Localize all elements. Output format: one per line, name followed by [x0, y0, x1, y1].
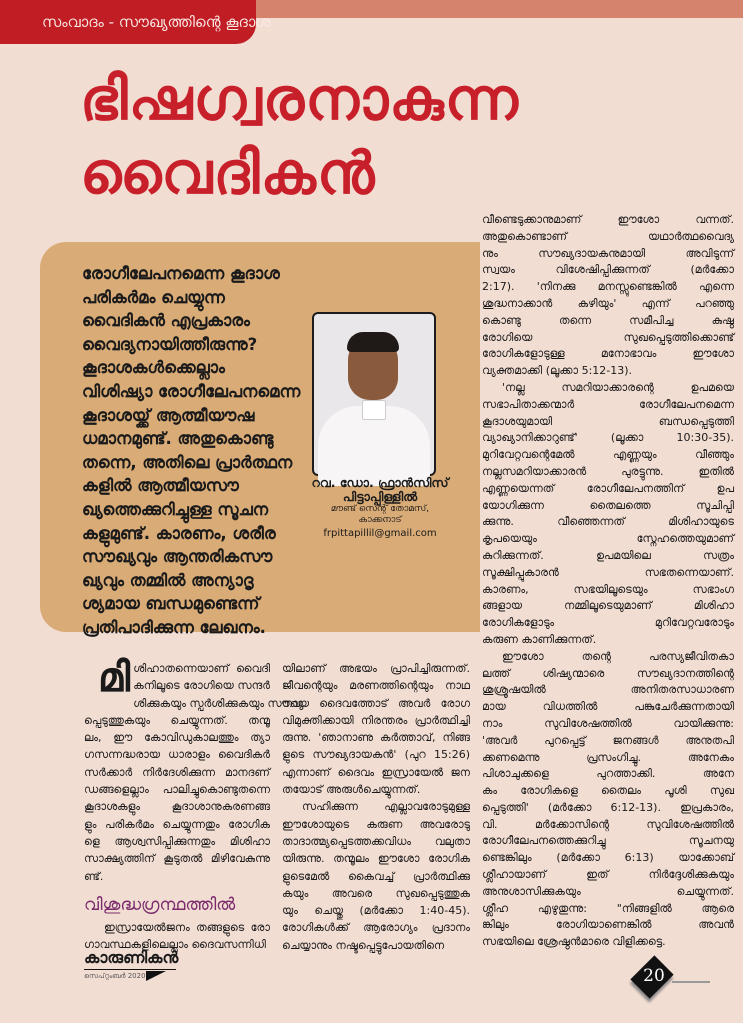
- text-line: അതുകൊണ്ടാണ് യഥാർത്ഥവൈദ്യ: [482, 229, 734, 243]
- body-column-1: [84, 655, 304, 953]
- text-line: ഡങ്ങളെല്ലാം പാലിച്ചുകൊണ്ടുതന്നെ: [84, 783, 270, 797]
- text-line: സഭയിലെ ശ്രേഷ്ഠൻമാരെ വിളിക്കട്ടെ.: [482, 935, 666, 949]
- text-line: ളുടെ സൗഖ്യദായകൻ' (പുറ 15:26): [282, 748, 470, 762]
- intro-line: കളുമുണ്ട്. കാരണം, ശരീര: [82, 523, 276, 543]
- text-line: കൂദാശകളും കൂദാശാനുകരണങ്ങ: [84, 800, 270, 814]
- text-line: കുറിക്കുന്നത്. ഉപമയിലെ സത്രം: [482, 548, 734, 562]
- text-line: കൃപയെയും സ്നേഹത്തെയുമാണ്: [482, 532, 734, 546]
- text-line: ശുദ്ധനാക്കാൻ കഴിയും' എന്ന് പറഞ്ഞു: [482, 296, 734, 310]
- text-line: ശുശ്രൂഷയിൽ അനിതരസാധാരണ: [482, 683, 734, 697]
- intro-line: വൈദ്യനായിത്തീരുന്നു?: [82, 334, 258, 354]
- intro-line: ശ്യമായ ബന്ധമുണ്ടെന്ന്: [82, 594, 260, 614]
- text-line: സ്വയം വിശേഷിപ്പിക്കുന്നത് (മർക്കോ: [482, 263, 734, 277]
- text-line: ലം, ഈ കോവിഡുകാലത്തും ത്യാ: [84, 731, 270, 745]
- text-line: വി. മർക്കോസിന്റെ സുവിശേഷത്തിൽ: [482, 817, 734, 831]
- drop-cap: മി: [98, 655, 131, 701]
- author-place-1: മൗണ്ട് സെന്റ് തോമസ്,: [330, 504, 430, 514]
- text-line: ങ്കിലും രോഗിയാണെങ്കിൽ അവൻ: [482, 918, 734, 932]
- intro-line: ഖ്യവും തമ്മിൽ അന്യാദൃ: [82, 570, 254, 590]
- text-line: കയും അവരെ സുഖപ്പെടുത്തുക: [282, 886, 470, 900]
- text-line: ഈശോയുടെ കരുണ അവരോടു: [282, 817, 470, 831]
- text-line: 'നല്ല സമറിയാക്കാരന്റെ ഉപമയെ: [502, 380, 734, 394]
- title-line-1: ഭിഷഗ്വരനാകുന്ന: [80, 65, 519, 133]
- author-caption: [300, 476, 460, 542]
- text-line: എണ്ണയെന്നത് രോഗീലേപനത്തിന് ഉപ: [482, 481, 734, 495]
- intro-line: ധമാനമുണ്ട്. അതുകൊണ്ടു: [82, 429, 274, 449]
- intro-line: കൂദാശകൾക്കെല്ലാം: [82, 358, 225, 378]
- text-line: രോഗികളോടുള്ള മനോഭാവം ഈശോ: [482, 347, 734, 361]
- text-line: കാരണം, സഭയിലൂടെയും സഭാംഗ: [482, 582, 734, 596]
- text-line: പിശാചുക്കളെ പുറത്താക്കി. അനേ: [482, 767, 734, 781]
- text-line: വ്യക്തമാക്കി (ലൂക്കാ 5:12-13).: [482, 364, 633, 378]
- text-line: ഗാവസ്ഥകളിലെല്ലാം ദൈവസന്നിധി: [84, 938, 266, 952]
- text-line: ങ്ങളായ നമ്മിലൂടെയുമാണ് മിശിഹാ: [482, 599, 734, 613]
- author-email: frpittapillil@gmail.com: [323, 528, 437, 539]
- intro-line: സൗഖ്യവും ആന്തരികസൗ: [82, 547, 273, 567]
- section-label: സംവാദം - സൗഖ്യത്തിന്റെ കൂദാശ: [0, 0, 256, 44]
- text-line: കൂദാശയുമായി ബന്ധപ്പെടുത്തി: [482, 414, 734, 428]
- text-line: 2:17). 'നിനക്കു മനസ്സുണ്ടെങ്കിൽ എന്നെ: [482, 280, 734, 294]
- article-title: [80, 62, 519, 210]
- body-column-2: [282, 660, 470, 954]
- intro-line: പരികർമം ചെയ്യുന്ന: [82, 287, 225, 307]
- text-line: താദാത്മ്യപ്പെടത്തക്കവിധം വലുതാ: [282, 834, 470, 848]
- text-line: അനുശാസിക്കുകയും ചെയ്യുന്നത്.: [482, 884, 734, 898]
- magazine-logo: [84, 948, 179, 982]
- author-name-1: റവ. ഡോ. ഫ്രാൻസിസ്: [311, 475, 449, 490]
- text-line: ലത്ത് ശിഷ്യന്മാരെ സൗഖ്യദാനത്തിന്റെ: [482, 666, 734, 680]
- text-line: യിരുന്നു. തന്മൂലം ഈശോ രോഗിക: [282, 852, 470, 866]
- text-line: ശ്ലീഹായാണ് ഇത് നിർദ്ദേശിക്കുകയും: [482, 868, 734, 882]
- intro-line: പ്രതിപാദിക്കുന്ന ലേഖനം.: [82, 617, 266, 637]
- text-line: രോഗിയെ സുഖപ്പെടുത്തിക്കൊണ്ട്: [482, 330, 734, 344]
- text-line: മുറിവേറ്റവന്റെമേൽ എണ്ണയും വീഞ്ഞും: [482, 448, 734, 462]
- text-line: സൂക്ഷിപ്പുകാരൻ സഭതന്നെയാണ്.: [482, 565, 734, 579]
- text-line: ക്കുന്നു. വീഞ്ഞെന്നത് മിശിഹായുടെ: [482, 515, 734, 529]
- text-line: നും സൗഖ്യദായകനുമായി അവിടുന്ന്: [482, 246, 734, 260]
- text-line: ചെയ്യാനും നഷ്ടപ്പെട്ടുപോയതിനെ: [282, 938, 445, 952]
- text-line: സഹിക്കുന്ന എല്ലാവരോടുമുള്ള: [302, 800, 470, 814]
- text-line: ളെ ആശ്വസിപ്പിക്കുന്നതും മിശിഹാ: [84, 834, 270, 848]
- intro-line: കളിൽ ആത്മീയസൗ: [82, 476, 239, 496]
- logo-triangle-icon: [146, 971, 166, 981]
- author-photo: [312, 312, 436, 476]
- intro-line: വൈദികൻ എപ്രകാരം: [82, 311, 250, 331]
- text-line: വിമുക്തിക്കായി നിരന്തരം പ്രാർത്ഥിച്ചി: [282, 713, 470, 727]
- text-line: സഭാപിതാക്കന്മാർ രോഗീലേപനമെന്ന: [482, 397, 734, 411]
- text-line: രോഗികളോടും മുറിവേറ്റവരോടും: [482, 616, 734, 630]
- text-line: കം രോഗികളെ തൈലം പൂശി സുഖ: [482, 784, 734, 798]
- author-place-2: കാക്കനാട്: [358, 515, 402, 525]
- title-line-2: വൈദികൻ: [80, 139, 376, 207]
- text-line: നായ ദൈവത്തോട് അവർ രോഗ: [282, 696, 470, 710]
- text-line: കരുണ കാണിക്കുന്നത്.: [482, 632, 597, 646]
- text-line: വീണ്ടെടുക്കാനുമാണ് ഈശോ വന്നത്.: [482, 213, 734, 226]
- text-line: കൊണ്ടു തന്നെ സമീപിച്ച കുഷ്ഠ: [482, 313, 734, 327]
- text-line: 'അവർ പുറപ്പെട്ട് ജനങ്ങൾ അനുതപി: [482, 733, 734, 747]
- text-line: ഗസന്നദ്ധരായ ധാരാളം വൈദികർ: [84, 748, 270, 762]
- intro-line: ഖ്യത്തെക്കുറിച്ചുള്ള സൂചന: [82, 499, 269, 519]
- intro-line: വിശിഷ്യാ രോഗീലേപനമെന്ന: [82, 381, 301, 401]
- text-line: രുന്നു. 'ഞാനാണു കർത്താവ്, നിങ്ങ: [282, 731, 470, 745]
- text-line: ശ്ലീഹ എഴുതുന്നു: "നിങ്ങളിൽ ആരെ: [482, 901, 734, 915]
- body-column-right: [482, 212, 734, 951]
- intro-line: തന്നെ, അതിലെ പ്രാർത്ഥന: [82, 452, 293, 472]
- page-number-rule: [672, 981, 710, 983]
- text-line: വ്യാഖ്യാനിക്കാറുണ്ട്' (ലൂക്കാ 10:30-35).: [482, 431, 734, 445]
- text-line: തയോട് അരുൾചെയ്യുന്നത്.: [282, 783, 421, 797]
- subheading: വിശുദ്ധഗ്രന്ഥത്തിൽ: [84, 894, 236, 915]
- text-line: യോഗിക്കുന്ന തൈലത്തെ സൂചിപ്പി: [482, 498, 734, 512]
- text-line: മായ വിധത്തിൽ പങ്കുചേർക്കുന്നതായി: [482, 700, 734, 714]
- author-name-2: പിട്ടാപ്പിള്ളിൽ: [342, 489, 418, 504]
- text-line: സാക്ഷ്യത്തിന് കൂടുതൽ മിഴിവേകുന്നു: [84, 852, 270, 866]
- intro-line: കൂദാശയ്ക്ക് ആത്മീയൗഷ: [82, 405, 255, 425]
- text-line: ശിഹാതന്നെയാണ് വൈദി: [133, 662, 270, 675]
- page-number: 20: [643, 966, 665, 986]
- text-line: യും ചെയ്തു (മർക്കോ 1:40-45).: [282, 904, 470, 918]
- text-line: കനിലൂടെ രോഗിയെ സന്ദർ: [133, 679, 270, 693]
- text-line: ജീവന്റെയും മരണത്തിന്റെയും നാഥ: [282, 679, 470, 693]
- text-line: പ്പെടുത്തി' (മർക്കോ 6:12-13). ഇപ്രകാരം,: [482, 800, 734, 814]
- text-line: രോഗികൾക്ക് ആരോഗ്യം പ്രദാനം: [282, 921, 470, 935]
- text-line: ഈശോ തന്റെ പരസ്യജീവിതകാ: [502, 649, 734, 663]
- text-line: രോഗീലേപനത്തെക്കുറിച്ചു സൂചനയു: [482, 834, 734, 848]
- text-line: പ്പെടുത്തുകയും ചെയ്യുന്നത്. തന്മൂ: [84, 713, 270, 727]
- text-line: ളുടെമേൽ കൈവച്ച് പ്രാർത്ഥിക്കു: [282, 869, 470, 883]
- text-line: ണ്ട്.: [84, 869, 104, 883]
- text-line: നല്ലസമറിയാക്കാരൻ പുരട്ടുന്നു. ഇതിൽ: [482, 464, 734, 478]
- text-line: ഇസ്രായേൽജനം തങ്ങളുടെ രോ: [104, 920, 270, 934]
- text-line: സർക്കാർ നിർദേശിക്കുന്ന മാനദണ്: [84, 765, 270, 779]
- magazine-name: കാരുണികൻ: [84, 948, 176, 970]
- text-line: ണ്ടെങ്കിലും (മർക്കോ 6:13) യാക്കോബ്: [482, 851, 734, 865]
- top-decorative-strip: [240, 0, 743, 18]
- text-line: ശിക്കുകയും സ്പർശിക്കുകയും സൗഖ്യ: [133, 696, 304, 710]
- text-line: എന്നാണ് ദൈവം ഇസ്രായേൽ ജന: [282, 765, 470, 779]
- text-line: ളും പരികർമം ചെയ്യുന്നതും രോഗിക: [84, 817, 270, 831]
- text-line: ക്കണമെന്നു പ്രസംഗിച്ചു. അനേകം: [482, 750, 734, 764]
- text-line: നാം സുവിശേഷത്തിൽ വായിക്കുന്നു:: [482, 716, 734, 730]
- issue-date: സെപ്റ്റംബർ 2020: [84, 972, 146, 980]
- intro-line: രോഗീലേപനമെന്ന കൂദാശ: [82, 264, 280, 283]
- text-line: യിലാണ് അഭയം പ്രാപിച്ചിരുന്നത്.: [282, 662, 470, 675]
